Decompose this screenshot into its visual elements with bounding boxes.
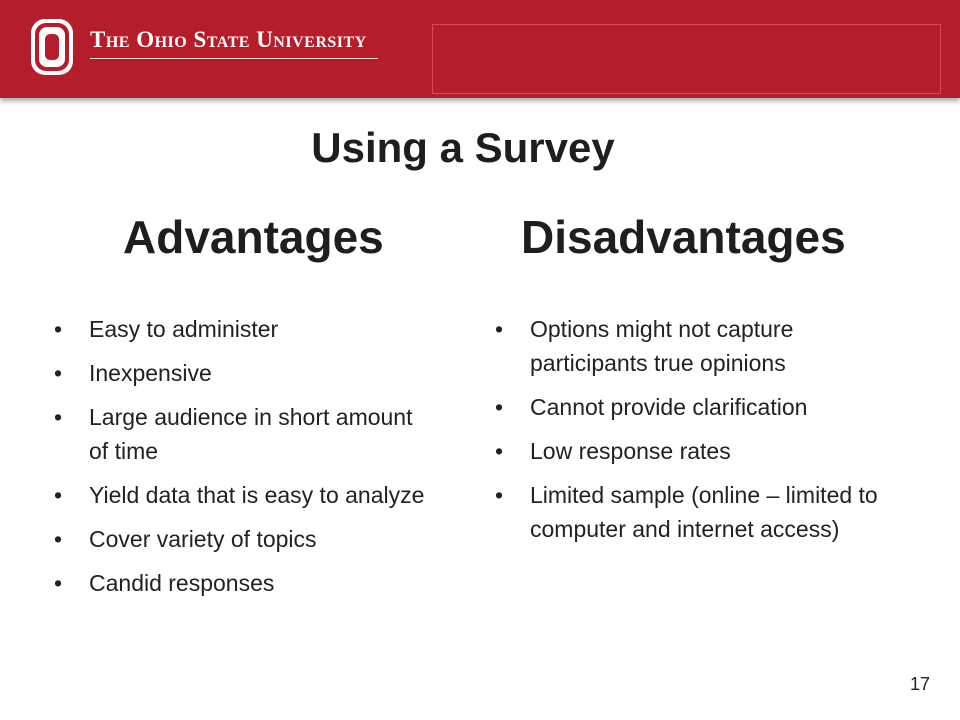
list-item: • Candid responses <box>54 566 434 600</box>
list-item: • Inexpensive <box>54 356 434 390</box>
list-item: • Limited sample (online – limited to computer and internet access) <box>495 478 915 546</box>
header-frame <box>432 24 941 94</box>
disadvantages-list <box>495 312 915 556</box>
list-item: • Yield data that is easy to analyze <box>54 478 434 512</box>
university-wordmark: The Ohio State University <box>90 27 367 52</box>
wordmark-underline <box>90 58 378 59</box>
list-item: • Low response rates <box>495 434 915 468</box>
slide-title: Using a Survey <box>311 124 615 171</box>
list-item: • Options might not capture participants true opinions <box>495 312 915 380</box>
list-item: • Cover variety of topics <box>54 522 434 556</box>
advantages-list <box>54 312 434 610</box>
header-bar <box>0 0 960 98</box>
block-o-icon <box>30 18 74 76</box>
list-item: • Easy to administer <box>54 312 434 346</box>
list-item: • Large audience in short amount of time <box>54 400 434 468</box>
list-item: • Cannot provide clarification <box>495 390 915 424</box>
page-number: 17 <box>909 674 930 694</box>
advantages-heading: Advantages <box>123 211 384 263</box>
disadvantages-heading: Disadvantages <box>521 211 846 263</box>
